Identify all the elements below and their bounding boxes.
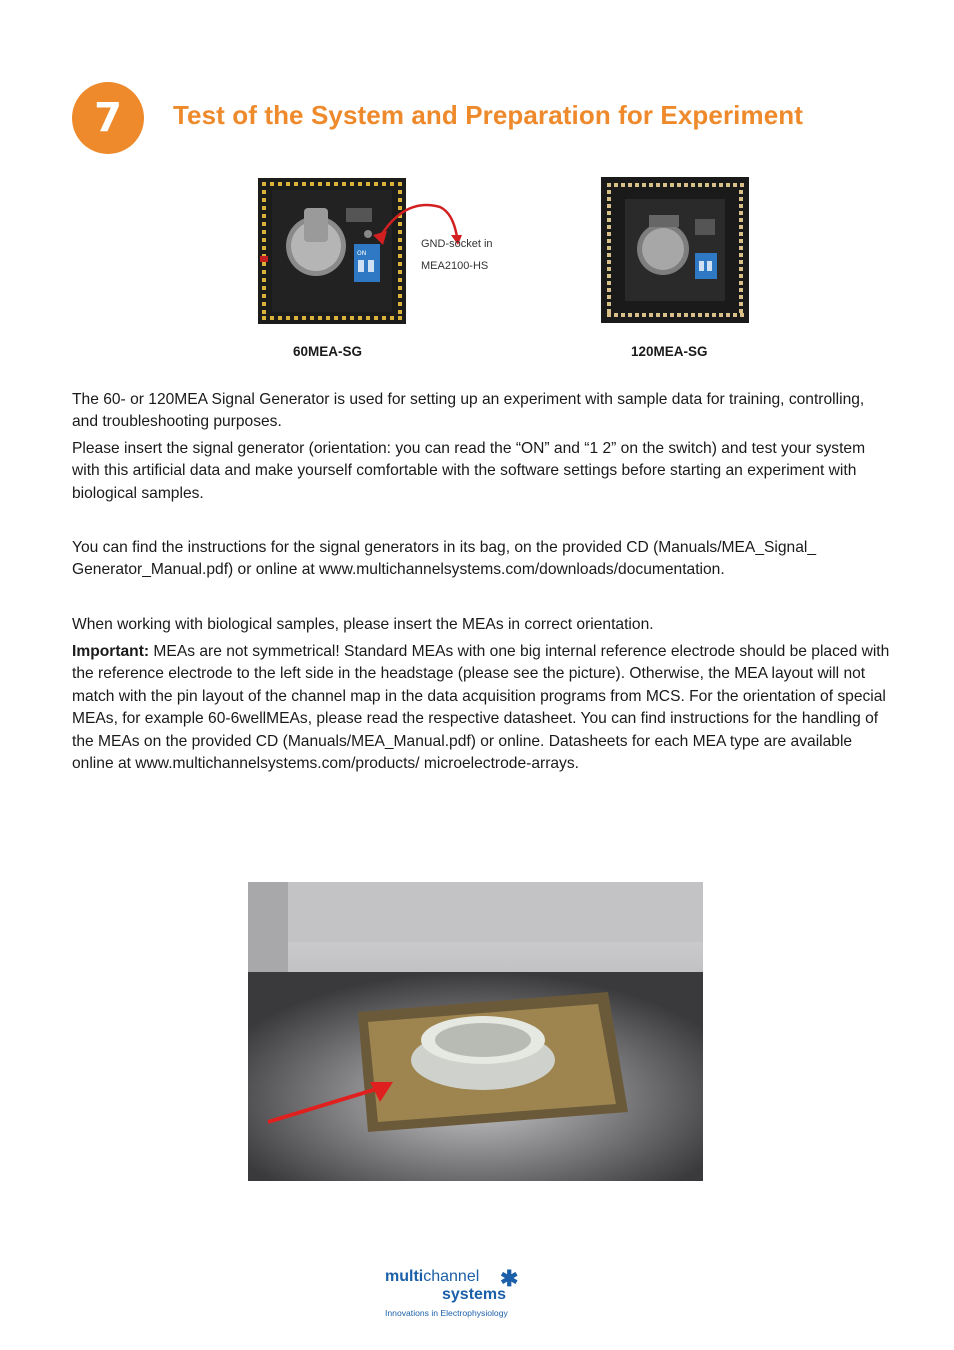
board-pad (712, 183, 716, 187)
paragraph-important (72, 641, 892, 775)
gnd-socket-annotation (421, 233, 493, 277)
board-pad (607, 267, 611, 271)
board-pad (398, 270, 402, 274)
paragraph-manual-location: You can find the instructions for the signal generators in its bag, on the provided CD (Manuals/MEA_Signal_ Generator_Manual.pdf) or online at www.multichannelsystems.com/downloads/documentation. (72, 539, 817, 579)
board-pad (262, 182, 266, 186)
board-pad (398, 190, 402, 194)
board-pad (628, 313, 632, 317)
board-pad (607, 246, 611, 250)
board-pad (684, 183, 688, 187)
logo-wordmark (385, 1268, 479, 1286)
board-pad (607, 302, 611, 306)
board-pad (607, 204, 611, 208)
board-pad (262, 270, 266, 274)
board-pad (262, 310, 266, 314)
board-pad (663, 183, 667, 187)
board-pad (278, 316, 282, 320)
board-pad (739, 295, 743, 299)
logo-systems: systems (442, 1286, 507, 1303)
board-pad (607, 239, 611, 243)
logo-multi: multi (385, 1268, 424, 1285)
board-pad (262, 262, 266, 266)
board-pad (691, 183, 695, 187)
board-pad (684, 313, 688, 317)
board-pad (677, 313, 681, 317)
board-pad (739, 218, 743, 222)
board-pad (382, 316, 386, 320)
board-pad (739, 281, 743, 285)
board-pad (262, 214, 266, 218)
board-pad (398, 294, 402, 298)
board-pad (350, 182, 354, 186)
board-pad (739, 260, 743, 264)
board-pad (698, 183, 702, 187)
board-pad (621, 183, 625, 187)
paragraph-insert-instructions: Please insert the signal generator (orientation: you can read the “ON” and “1 2” on the switch) and test your system with this artificial data and make yourself comfortable with the software settings before starting an experiment with biological samples. (72, 440, 866, 502)
board-pad (607, 218, 611, 222)
board-pad (262, 198, 266, 202)
board-pad (670, 183, 674, 187)
board-pad (607, 260, 611, 264)
logo-star-icon: ✱ (500, 1266, 519, 1291)
board-pad (342, 182, 346, 186)
board-pad (607, 211, 611, 215)
board-pad (398, 302, 402, 306)
board-pad (366, 316, 370, 320)
board-pad (607, 295, 611, 299)
board-pad (302, 182, 306, 186)
board-pad (607, 288, 611, 292)
board-pad (698, 313, 702, 317)
board-pad (705, 183, 709, 187)
board-pad (712, 313, 716, 317)
board-pad (739, 253, 743, 257)
board-pad (607, 190, 611, 194)
important-text: MEAs are not symmetrical! Standard MEAs with one big internal reference electrode should be placed with the reference electrode to the left side in the headstage (please see the picture). Otherwise, the MEA layout will not match with the pin layout of the channel map in the data acquisition programs from MCS. For the orientation of special MEAs, for example 60-6wellMEAs, please read the respective datasheet. You can find instructions for the handling of the MEAs on the provided CD (Manuals/MEA_Manual.pdf) or online. Datasheets for each MEA type are available online at www.multichannelsystems.com/products/ microelectrode-arrays. (72, 643, 890, 773)
board-pad (302, 316, 306, 320)
board-pad (677, 183, 681, 187)
board-pad (726, 313, 730, 317)
board-pad (635, 183, 639, 187)
board-pad (262, 206, 266, 210)
board-pad (614, 183, 618, 187)
board-pad (733, 313, 737, 317)
board-pad (374, 316, 378, 320)
board-pad (733, 183, 737, 187)
board-pad (739, 288, 743, 292)
board-pad (262, 316, 266, 320)
board-pad (739, 267, 743, 271)
headstage-mea-photo (248, 882, 703, 1181)
board-pad (398, 278, 402, 282)
board-pad (390, 182, 394, 186)
board-pad (318, 182, 322, 186)
board-pad (649, 183, 653, 187)
board-pad (614, 313, 618, 317)
board-pad (726, 183, 730, 187)
board-pad (262, 238, 266, 242)
board-pad (670, 313, 674, 317)
board-pad (310, 316, 314, 320)
board-pad (270, 182, 274, 186)
board-pad (607, 274, 611, 278)
board-pad (740, 183, 744, 187)
paragraph-intro: The 60- or 120MEA Signal Generator is used for setting up an experiment with sample data for training, controlling, and troubleshooting purposes. (72, 391, 865, 431)
board-pad (286, 182, 290, 186)
board-pad (262, 246, 266, 250)
board-pad (326, 316, 330, 320)
logo-channel: channel (423, 1268, 480, 1285)
board-pad (739, 190, 743, 194)
board-pad (628, 183, 632, 187)
board-pad (607, 232, 611, 236)
board-pad (286, 316, 290, 320)
board-pad (663, 313, 667, 317)
board-pad (739, 274, 743, 278)
board-pad (739, 204, 743, 208)
board-pad (262, 222, 266, 226)
board-pad (374, 182, 378, 186)
board-pad (607, 309, 611, 313)
important-label: Important: (72, 643, 150, 660)
board-pad (719, 313, 723, 317)
board-pad (310, 182, 314, 186)
board-pad (607, 253, 611, 257)
board-pad (398, 262, 402, 266)
board-pad (691, 313, 695, 317)
board-pad (656, 313, 660, 317)
board-pad (607, 183, 611, 187)
signal-generator-120-photo (601, 177, 749, 323)
board-pad (398, 316, 402, 320)
board-pad (262, 286, 266, 290)
board-pad (398, 310, 402, 314)
board-pad (739, 246, 743, 250)
paragraph-orientation: When working with biological samples, please insert the MEAs in correct orientation. (72, 616, 654, 633)
board-pad (326, 182, 330, 186)
board-pad (358, 316, 362, 320)
board-pad (270, 316, 274, 320)
step-number-badge: 7 (72, 82, 144, 154)
board-pad (656, 183, 660, 187)
board-pad (390, 316, 394, 320)
board-pad (739, 239, 743, 243)
board-pad (621, 313, 625, 317)
company-logo (385, 1268, 525, 1323)
board-pad (366, 182, 370, 186)
board-pad (262, 294, 266, 298)
caption-60mea-sg: 60MEA-SG (293, 344, 363, 359)
board-pad (739, 302, 743, 306)
board-pad (649, 313, 653, 317)
board-pad (350, 316, 354, 320)
board-pad (739, 211, 743, 215)
board-pad (740, 313, 744, 317)
board-pad (294, 316, 298, 320)
board-pad (262, 230, 266, 234)
board-pad (382, 182, 386, 186)
board-pad (334, 316, 338, 320)
board-pad (739, 232, 743, 236)
board-pad (642, 183, 646, 187)
board-pad (719, 183, 723, 187)
board-pad (642, 313, 646, 317)
board-pad (635, 313, 639, 317)
annotation-line-1: GND-socket in (421, 238, 493, 250)
board-pad (739, 225, 743, 229)
board-pad (398, 182, 402, 186)
board-pad (398, 286, 402, 290)
board-pad (607, 225, 611, 229)
board-pad (705, 313, 709, 317)
logo-tagline: Innovations in Electrophysiology (385, 1308, 508, 1318)
board-pad (318, 316, 322, 320)
board-pad (262, 302, 266, 306)
switch-on-label: ON (357, 250, 367, 257)
board-pad (607, 281, 611, 285)
board-pad (262, 190, 266, 194)
board-pad (607, 197, 611, 201)
board-pad (607, 313, 611, 317)
board-pad (739, 309, 743, 313)
board-pad (278, 182, 282, 186)
board-pad (739, 197, 743, 201)
board-pad (358, 182, 362, 186)
annotation-line-2: MEA2100-HS (421, 260, 489, 272)
board-pad (294, 182, 298, 186)
board-pad (342, 316, 346, 320)
caption-120mea-sg: 120MEA-SG (631, 344, 708, 359)
board-pad (262, 278, 266, 282)
page-title: Test of the System and Preparation for Experiment (173, 100, 804, 130)
board-pad (334, 182, 338, 186)
